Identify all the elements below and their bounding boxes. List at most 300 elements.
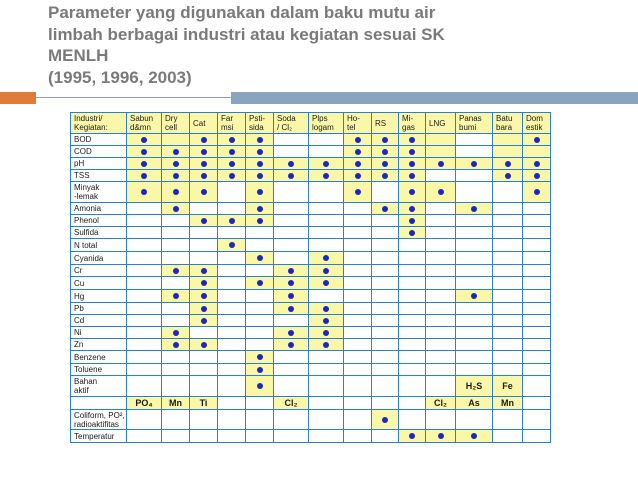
column-header: Ho- tel <box>344 113 372 134</box>
table-cell <box>274 303 309 315</box>
table-cell <box>344 290 372 303</box>
dot-marker-icon <box>355 137 361 143</box>
table-cell <box>162 170 190 182</box>
table-cell <box>426 315 456 327</box>
table-cell <box>190 265 218 277</box>
table-cell <box>218 277 246 290</box>
table-cell <box>218 303 246 315</box>
table-cell <box>399 303 426 315</box>
cell-text: Fe <box>502 380 513 391</box>
table-cell <box>190 290 218 303</box>
table-cell <box>399 134 426 146</box>
dot-marker-icon <box>323 342 329 348</box>
table-cell <box>274 397 309 410</box>
row-label: Temperatur <box>71 430 127 443</box>
table-cell <box>493 364 523 376</box>
table-cell <box>399 146 426 158</box>
table-cell <box>274 339 309 351</box>
table-cell <box>274 376 309 397</box>
table-cell <box>399 376 426 397</box>
table-cell <box>523 410 551 430</box>
dot-marker-icon <box>534 173 540 179</box>
column-header: Psti- sida <box>246 113 274 134</box>
table-cell <box>190 303 218 315</box>
dot-marker-icon <box>257 173 263 179</box>
table-cell <box>162 265 190 277</box>
table-cell <box>493 239 523 252</box>
table-cell <box>372 227 399 239</box>
divider-line <box>36 97 231 98</box>
table-cell <box>246 430 274 443</box>
table-cell <box>190 252 218 265</box>
row-label: TSS <box>71 170 127 182</box>
table-cell <box>309 182 344 203</box>
dot-marker-icon <box>288 280 294 286</box>
table-cell <box>372 315 399 327</box>
dot-marker-icon <box>201 306 207 312</box>
table-cell <box>218 315 246 327</box>
table-cell <box>493 430 523 443</box>
table-cell <box>309 265 344 277</box>
table-cell <box>162 364 190 376</box>
dot-marker-icon <box>288 342 294 348</box>
table-cell <box>127 364 162 376</box>
table-cell <box>246 376 274 397</box>
table-cell <box>246 315 274 327</box>
table-cell <box>426 182 456 203</box>
table-cell <box>274 227 309 239</box>
table-cell <box>523 227 551 239</box>
row-label: Toluene <box>71 364 127 376</box>
table-cell <box>493 397 523 410</box>
table-cell <box>309 339 344 351</box>
table-cell <box>127 327 162 339</box>
column-header: Mi- gas <box>399 113 426 134</box>
table-cell <box>399 252 426 265</box>
dot-marker-icon <box>534 137 540 143</box>
table-cell <box>372 339 399 351</box>
table-cell <box>127 277 162 290</box>
table-cell <box>309 252 344 265</box>
table-cell <box>493 376 523 397</box>
dot-marker-icon <box>257 383 263 389</box>
table-cell <box>162 376 190 397</box>
table-row <box>71 430 551 443</box>
table-cell <box>426 303 456 315</box>
table-cell <box>309 303 344 315</box>
table-cell <box>426 227 456 239</box>
table-cell <box>426 410 456 430</box>
table-cell <box>162 430 190 443</box>
table-cell <box>426 215 456 227</box>
table-cell <box>274 351 309 364</box>
table-cell <box>372 265 399 277</box>
dot-marker-icon <box>323 306 329 312</box>
table-cell <box>127 315 162 327</box>
table-cell <box>309 364 344 376</box>
dot-marker-icon <box>323 280 329 286</box>
table-cell <box>218 203 246 215</box>
row-label: pH <box>71 158 127 170</box>
table-row <box>71 182 551 203</box>
table-cell <box>274 182 309 203</box>
table-cell <box>426 134 456 146</box>
table-row <box>71 134 551 146</box>
table-cell <box>246 397 274 410</box>
table-cell <box>246 182 274 203</box>
dot-marker-icon <box>288 161 294 167</box>
table-cell <box>523 265 551 277</box>
column-header: Dry cell <box>162 113 190 134</box>
table-cell <box>523 146 551 158</box>
table-cell <box>399 290 426 303</box>
table-cell <box>456 303 493 315</box>
header-industri-kegiatan: Industri/ Kegiatan: <box>71 113 127 134</box>
table-cell <box>426 203 456 215</box>
table-cell <box>218 227 246 239</box>
table-row <box>71 327 551 339</box>
table-cell <box>493 252 523 265</box>
table-row <box>71 277 551 290</box>
table-cell <box>162 182 190 203</box>
dot-marker-icon <box>471 161 477 167</box>
dot-marker-icon <box>409 433 415 439</box>
table-cell <box>344 339 372 351</box>
dot-marker-icon <box>201 318 207 324</box>
dot-marker-icon <box>288 293 294 299</box>
table-cell <box>190 170 218 182</box>
dot-marker-icon <box>201 218 207 224</box>
table-cell <box>190 364 218 376</box>
table-cell <box>456 376 493 397</box>
table-cell <box>372 303 399 315</box>
table-cell <box>456 430 493 443</box>
title-line-2: limbah berbagai industri atau kegiatan sesuai SK <box>48 24 445 44</box>
accent-bar-blue <box>231 92 638 104</box>
dot-marker-icon <box>141 189 147 195</box>
table-cell <box>127 376 162 397</box>
dot-marker-icon <box>257 354 263 360</box>
table-cell <box>218 327 246 339</box>
dot-marker-icon <box>409 189 415 195</box>
table-cell <box>456 134 493 146</box>
table-cell <box>523 397 551 410</box>
table-cell <box>218 170 246 182</box>
dot-marker-icon <box>173 206 179 212</box>
table-cell <box>218 376 246 397</box>
table-cell <box>493 327 523 339</box>
table-cell <box>523 315 551 327</box>
dot-marker-icon <box>141 161 147 167</box>
dot-marker-icon <box>438 189 444 195</box>
table-cell <box>162 397 190 410</box>
table-cell <box>344 315 372 327</box>
dot-marker-icon <box>288 306 294 312</box>
row-label: Cd <box>71 315 127 327</box>
table-cell <box>456 182 493 203</box>
table-cell <box>309 158 344 170</box>
table-cell <box>344 397 372 410</box>
table-cell <box>493 158 523 170</box>
table-cell <box>162 252 190 265</box>
table-cell <box>127 134 162 146</box>
table-row <box>71 203 551 215</box>
table-cell <box>399 397 426 410</box>
table-cell <box>127 215 162 227</box>
table-cell <box>399 364 426 376</box>
table-cell <box>190 339 218 351</box>
table-row <box>71 290 551 303</box>
row-label: Ni <box>71 327 127 339</box>
table-cell <box>493 339 523 351</box>
table-cell <box>372 158 399 170</box>
table-cell <box>309 410 344 430</box>
dot-marker-icon <box>409 173 415 179</box>
dot-marker-icon <box>173 173 179 179</box>
table-cell <box>493 146 523 158</box>
table-cell <box>274 203 309 215</box>
table-cell <box>372 351 399 364</box>
table-cell <box>274 170 309 182</box>
title-line-4: (1995, 1996, 2003) <box>48 67 192 87</box>
dot-marker-icon <box>201 173 207 179</box>
table-cell <box>127 290 162 303</box>
column-header: Panas bumi <box>456 113 493 134</box>
table-cell <box>344 158 372 170</box>
table-cell <box>493 265 523 277</box>
table-cell <box>344 134 372 146</box>
table-cell <box>344 430 372 443</box>
accent-bar-orange <box>0 92 36 104</box>
table-cell <box>190 277 218 290</box>
table-cell <box>456 203 493 215</box>
dot-marker-icon <box>201 137 207 143</box>
row-label: Amonia <box>71 203 127 215</box>
table-cell <box>456 215 493 227</box>
table-cell <box>426 146 456 158</box>
table-row <box>71 239 551 252</box>
cell-text: Mn <box>169 397 182 408</box>
dot-marker-icon <box>173 268 179 274</box>
table-cell <box>399 339 426 351</box>
dot-marker-icon <box>229 242 235 248</box>
dot-marker-icon <box>229 137 235 143</box>
table-cell <box>274 146 309 158</box>
table-cell <box>493 277 523 290</box>
dot-marker-icon <box>257 137 263 143</box>
table-cell <box>399 327 426 339</box>
table-cell <box>344 351 372 364</box>
table-cell <box>309 277 344 290</box>
table-cell <box>456 158 493 170</box>
table-cell <box>274 277 309 290</box>
table-cell <box>493 215 523 227</box>
table-cell <box>399 265 426 277</box>
table-cell <box>399 170 426 182</box>
table-cell <box>190 227 218 239</box>
table-cell <box>426 339 456 351</box>
table-cell <box>309 203 344 215</box>
table-cell <box>190 158 218 170</box>
table-row <box>71 252 551 265</box>
table-cell <box>426 265 456 277</box>
dot-marker-icon <box>355 161 361 167</box>
row-label: Cyanida <box>71 252 127 265</box>
table-row <box>71 410 551 430</box>
table-cell <box>399 182 426 203</box>
table-cell <box>162 146 190 158</box>
table-cell <box>246 327 274 339</box>
dot-marker-icon <box>141 173 147 179</box>
dot-marker-icon <box>382 161 388 167</box>
dot-marker-icon <box>409 206 415 212</box>
table-cell <box>127 227 162 239</box>
table-cell <box>246 410 274 430</box>
table-cell <box>274 239 309 252</box>
table-cell <box>344 410 372 430</box>
cell-text: PO₄ <box>135 397 153 408</box>
table-cell <box>246 146 274 158</box>
table-cell <box>399 203 426 215</box>
table-cell <box>523 327 551 339</box>
table-cell <box>218 430 246 443</box>
dot-marker-icon <box>173 149 179 155</box>
dot-marker-icon <box>288 268 294 274</box>
table-cell <box>372 430 399 443</box>
table-cell <box>190 397 218 410</box>
table-cell <box>162 134 190 146</box>
table-cell <box>190 376 218 397</box>
table-cell <box>493 203 523 215</box>
dot-marker-icon <box>382 417 388 423</box>
dot-marker-icon <box>323 268 329 274</box>
dot-marker-icon <box>323 255 329 261</box>
dot-marker-icon <box>409 161 415 167</box>
table-cell <box>523 376 551 397</box>
table-cell <box>426 239 456 252</box>
table-cell <box>162 239 190 252</box>
table-cell <box>344 303 372 315</box>
dot-marker-icon <box>201 189 207 195</box>
dot-marker-icon <box>409 230 415 236</box>
dot-marker-icon <box>141 137 147 143</box>
dot-marker-icon <box>505 161 511 167</box>
table-cell <box>426 397 456 410</box>
table-cell <box>190 315 218 327</box>
table-cell <box>372 182 399 203</box>
dot-marker-icon <box>173 293 179 299</box>
column-header: Soda / Cl₂ <box>274 113 309 134</box>
dot-marker-icon <box>257 161 263 167</box>
table-cell <box>493 170 523 182</box>
title-line-1: Parameter yang digunakan dalam baku mutu air <box>48 3 436 22</box>
table-row <box>71 146 551 158</box>
dot-marker-icon <box>173 330 179 336</box>
table-cell <box>344 364 372 376</box>
table-cell <box>344 146 372 158</box>
table-cell <box>309 430 344 443</box>
row-label: Hg <box>71 290 127 303</box>
table-cell <box>162 327 190 339</box>
dot-marker-icon <box>409 149 415 155</box>
table-cell <box>399 227 426 239</box>
dot-marker-icon <box>471 433 477 439</box>
table-cell <box>426 351 456 364</box>
table-cell <box>274 315 309 327</box>
dot-marker-icon <box>229 218 235 224</box>
table-cell <box>309 146 344 158</box>
table-cell <box>523 239 551 252</box>
table-cell <box>218 410 246 430</box>
table-cell <box>456 277 493 290</box>
table-cell <box>246 227 274 239</box>
table-cell <box>246 339 274 351</box>
dot-marker-icon <box>229 149 235 155</box>
table-cell <box>372 397 399 410</box>
table-cell <box>309 397 344 410</box>
table-cell <box>274 265 309 277</box>
table-cell <box>274 430 309 443</box>
table-cell <box>344 376 372 397</box>
table-cell <box>246 277 274 290</box>
dot-marker-icon <box>257 280 263 286</box>
row-label: N total <box>71 239 127 252</box>
table-cell <box>218 265 246 277</box>
dot-marker-icon <box>173 342 179 348</box>
table-cell <box>274 364 309 376</box>
table-cell <box>162 158 190 170</box>
table-cell <box>246 303 274 315</box>
dot-marker-icon <box>201 161 207 167</box>
table-cell <box>127 339 162 351</box>
table-cell <box>426 170 456 182</box>
row-label: Coliform, PO², radioaktifitas <box>71 410 127 430</box>
table-cell <box>523 364 551 376</box>
column-header: LNG <box>426 113 456 134</box>
table-cell <box>456 351 493 364</box>
table-cell <box>218 397 246 410</box>
table-cell <box>344 215 372 227</box>
table-cell <box>190 351 218 364</box>
table-cell <box>372 277 399 290</box>
dot-marker-icon <box>201 293 207 299</box>
dot-marker-icon <box>201 280 207 286</box>
table-cell <box>246 290 274 303</box>
row-label: Zn <box>71 339 127 351</box>
column-header: Dom estik <box>523 113 551 134</box>
table-cell <box>309 134 344 146</box>
dot-marker-icon <box>355 189 361 195</box>
dot-marker-icon <box>229 173 235 179</box>
dot-marker-icon <box>288 330 294 336</box>
table-cell <box>372 146 399 158</box>
table-cell <box>218 239 246 252</box>
table-cell <box>246 364 274 376</box>
table-cell <box>372 410 399 430</box>
table-cell <box>309 327 344 339</box>
cell-text: Mn <box>501 397 514 408</box>
table-cell <box>456 227 493 239</box>
table-cell <box>456 265 493 277</box>
table-cell <box>344 265 372 277</box>
table-cell <box>218 364 246 376</box>
table-cell <box>399 277 426 290</box>
table-cell <box>162 215 190 227</box>
dot-marker-icon <box>141 149 147 155</box>
table-cell <box>399 410 426 430</box>
table-cell <box>399 430 426 443</box>
table-cell <box>127 410 162 430</box>
